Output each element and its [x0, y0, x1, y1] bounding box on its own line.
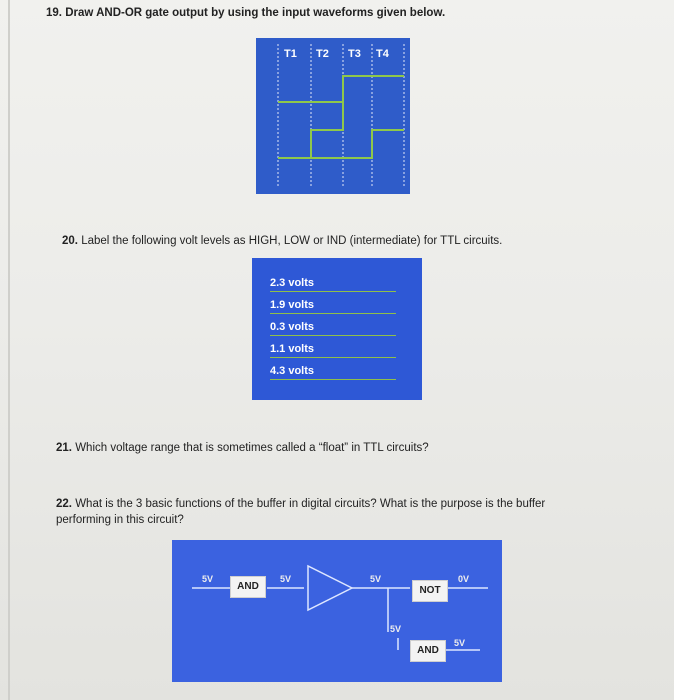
question-21 [56, 440, 429, 456]
question-19-number: 19. [46, 7, 62, 19]
and-2-output-voltage-label: 5V [454, 638, 466, 648]
buffer-triangle [308, 566, 352, 610]
waveform-traces [256, 38, 410, 194]
not-output-voltage-label: 0V [458, 574, 470, 584]
answer-line-1 [270, 291, 396, 292]
input-voltage-label: 5V [202, 574, 214, 584]
question-20-text: Label the following volt levels as HIGH, LOW or IND (intermediate) for TTL circuits. [81, 235, 503, 247]
voltage-item-1: 2.3 volts [270, 277, 315, 289]
answer-line-4 [270, 357, 396, 358]
question-21-text: Which voltage range that is sometimes called a “float” in TTL circuits? [75, 442, 429, 454]
not-gate: NOT [412, 580, 448, 602]
question-22-line-2: performing in this circuit? [56, 514, 184, 526]
answer-line-3 [270, 335, 396, 336]
and-output-voltage-label: 5V [280, 574, 292, 584]
time-label-t2: T2 [316, 48, 329, 60]
buffer-circuit-diagram [172, 540, 502, 682]
voltage-item-4: 1.1 volts [270, 343, 315, 355]
question-19-text: Draw AND-OR gate output by using the input waveforms given below. [65, 7, 446, 19]
voltage-item-2: 1.9 volts [270, 299, 315, 311]
time-label-t4: T4 [376, 48, 389, 60]
question-19 [46, 5, 445, 21]
voltage-item-5: 4.3 volts [270, 365, 315, 377]
question-20-number: 20. [62, 235, 78, 247]
circuit-wiring [172, 540, 502, 682]
voltage-item-3: 0.3 volts [270, 321, 315, 333]
waveform-a [278, 76, 404, 102]
waveform-diagram [256, 38, 410, 194]
question-22 [56, 496, 646, 528]
time-label-t1: T1 [284, 48, 297, 60]
time-gridlines [278, 44, 404, 188]
buffer-output-voltage-label: 5V [370, 574, 382, 584]
page-edge [8, 0, 10, 700]
answer-line-2 [270, 313, 396, 314]
and-gate-1: AND [230, 576, 266, 598]
waveform-c [278, 130, 404, 158]
time-label-t3: T3 [348, 48, 361, 60]
question-22-line-1: What is the 3 basic functions of the buffer in digital circuits? What is the purpose is the buffer [75, 498, 546, 510]
question-21-number: 21. [56, 442, 72, 454]
question-22-number: 22. [56, 498, 72, 510]
voltage-levels-panel [252, 258, 422, 400]
waveform-b [278, 102, 343, 158]
branch-voltage-label: 5V [390, 624, 402, 634]
and-gate-2: AND [410, 640, 446, 662]
answer-line-5 [270, 379, 396, 380]
question-20 [62, 233, 502, 249]
